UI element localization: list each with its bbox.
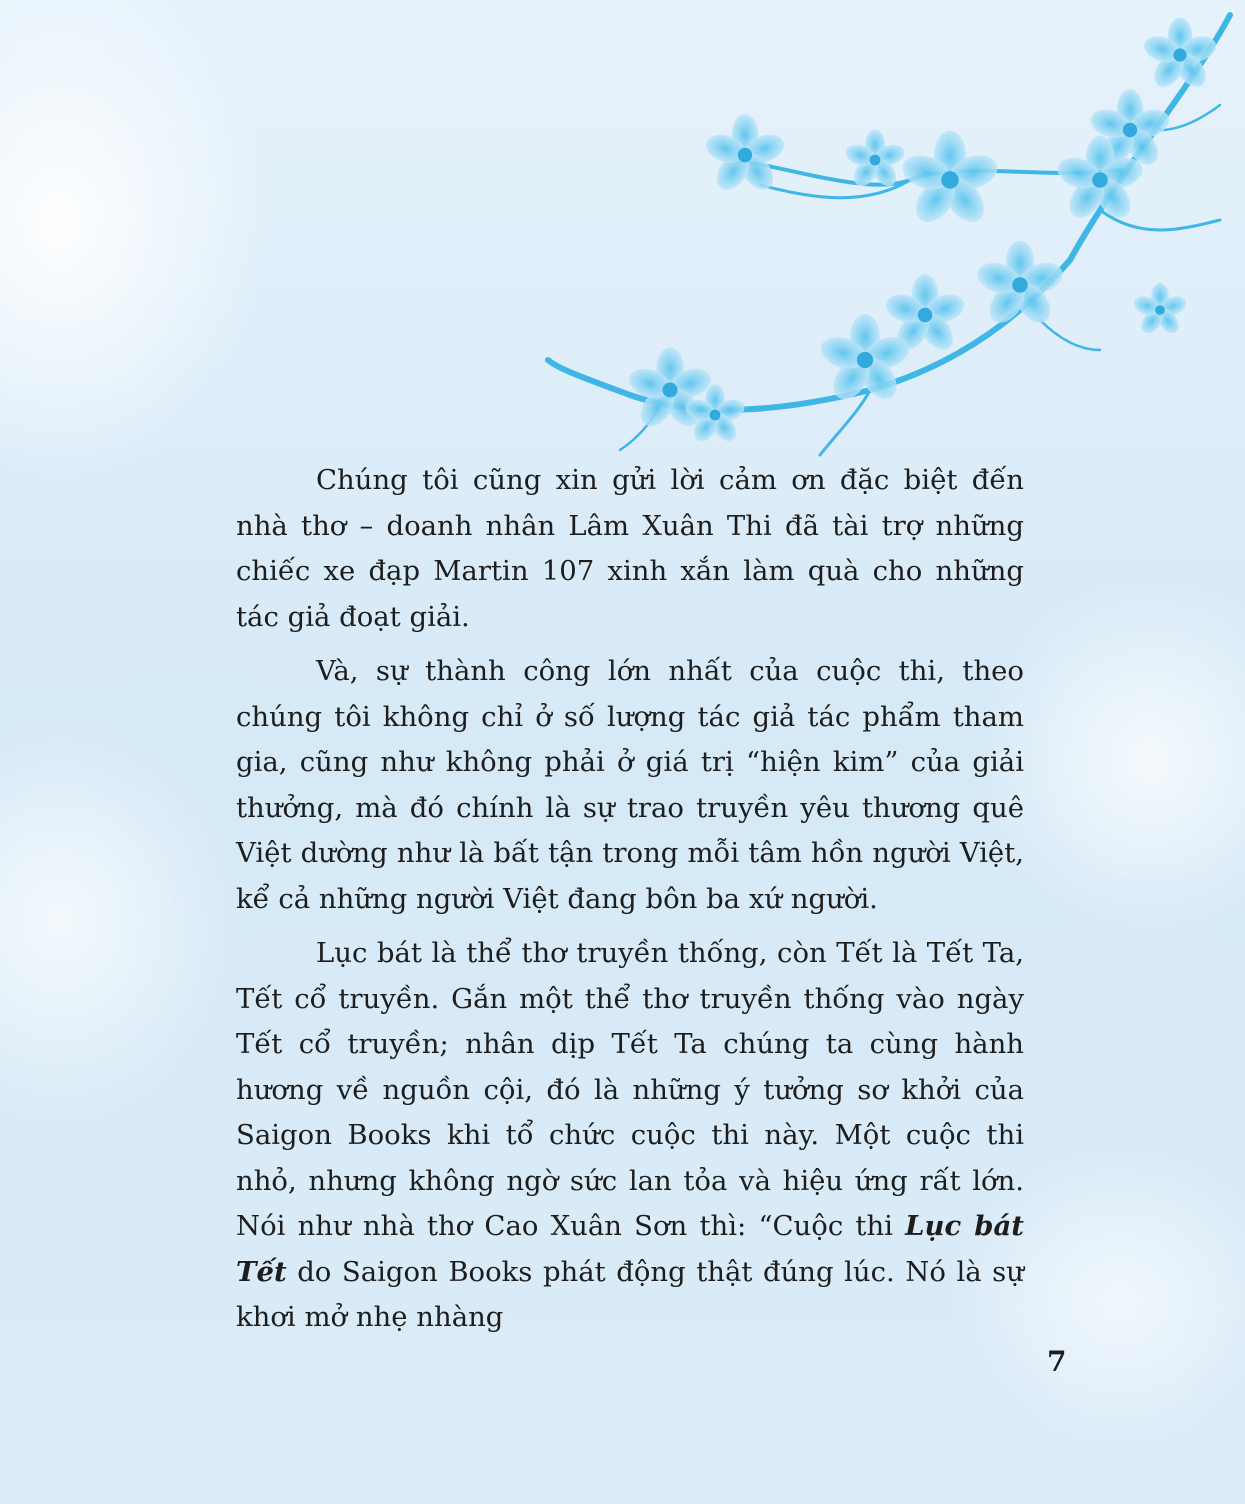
paragraph-2: Và, sự thành công lớn nhất của cuộc thi, theo chúng tôi không chỉ ở số lượng tác giả tác phẩm tham gia, cũng như không phải ở giá trị “hiện kim” của giải thưởng, mà đó chính là sự trao truyền yêu thương quê Việt dường như là bất tận trong mỗi tâm hồn người Việt, kể cả những người Việt đang bôn ba xứ người. xyxy=(236,655,1024,915)
emphasis-title: Lục bát Tết xyxy=(236,1210,1024,1288)
paragraph-3-end: do Saigon Books phát động thật đúng lúc. Nó là sự khơi mở nhẹ nhàng xyxy=(236,1255,1024,1333)
paragraph-1: Chúng tôi cũng xin gửi lời cảm ơn đặc biệt đến nhà thơ – doanh nhân Lâm Xuân Thi đã tài trợ những chiếc xe đạp Martin 107 xinh xắn làm quà cho những tác giả đoạt giải. xyxy=(236,464,1024,633)
paragraph-3-start: Lục bát là thể thơ truyền thống, còn Tết là Tết Ta, Tết cổ truyền. Gắn một thể thơ truyền thống vào ngày Tết cổ truyền; nhân dịp Tết Ta chúng ta cùng hành hương về nguồn cội, đó là những ý tưởng sơ khởi của Saigon Books khi tổ chức cuộc thi này. Một cuộc thi nhỏ, nhưng không ngờ sức lan tỏa và hiệu ứng rất lớn. Nói như nhà thơ Cao Xuân Sơn thì: “Cuộc thi xyxy=(236,937,1024,1242)
paragraph-3 xyxy=(236,931,1024,1341)
blossom-branch-icon xyxy=(540,10,1240,460)
page-number: 7 xyxy=(1047,1345,1067,1378)
body-text xyxy=(236,458,1024,1350)
